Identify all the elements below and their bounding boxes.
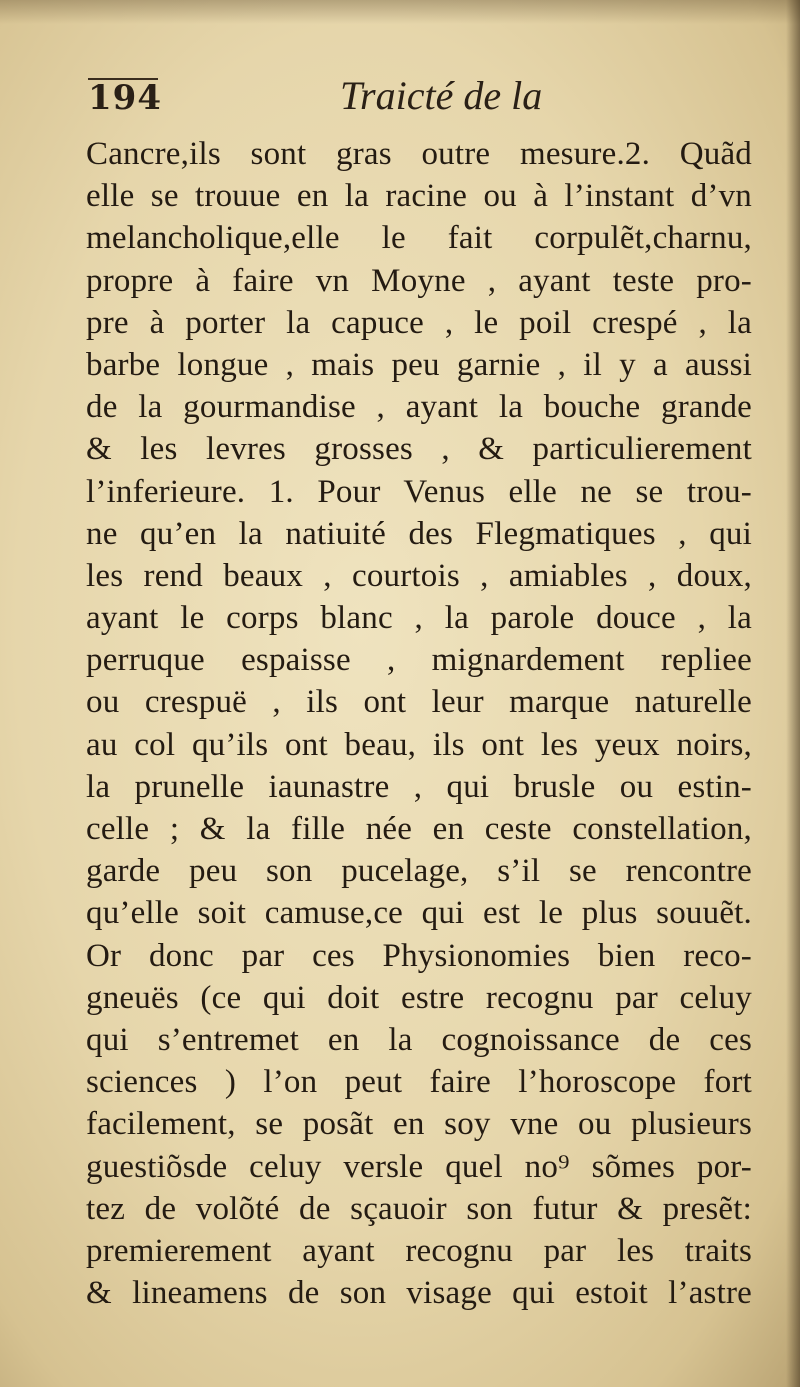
text-line: qu’elle soit camuse,ce qui est le plus souuẽt. [86,895,752,932]
text-line: & les levres grosses , & particulierement [86,431,752,468]
text-line: gneuës (ce qui doit estre recognu par celuy [86,979,752,1016]
text-line: Or donc par ces Physionomies bien reco- [86,937,752,974]
running-title: Traicté de la [340,73,543,118]
text-line: tez de volõté de sçauoir son futur & presẽt: [86,1190,752,1227]
text-line: ou crespuë , ils ont leur marque naturelle [86,684,752,721]
text-line: ne qu’en la natiuité des Flegmatiques , qui [86,515,752,552]
text-line: & lineamens de son visage qui estoit l’astre [86,1275,752,1312]
text-line: melancholique,elle le fait corpulẽt,charnu, [86,220,752,257]
text-line: de la gourmandise , ayant la bouche grande [86,389,752,426]
text-line: premierement ayant recognu par les traits [86,1232,752,1269]
text-line: l’inferieure. 1. Pour Venus elle ne se trou- [86,473,752,510]
text-line: sciences ) l’on peut faire l’horoscope fort [86,1064,752,1101]
text-line: les rend beaux , courtois , amiables , doux, [86,557,752,594]
text-line: perruque espaisse , mignardement repliee [86,642,752,679]
text-line: Cancre,ils sont gras outre mesure.2. Quãd [86,136,752,172]
text-line: ayant le corps blanc , la parole douce , la [86,600,752,637]
body-text [86,133,752,1314]
page-number: 194 [88,78,162,118]
text-line: propre à faire vn Moyne , ayant teste pro- [86,262,752,299]
text-line: elle se trouue en la racine ou à l’instant d’vn [86,178,752,215]
text-line: celle ; & la fille née en ceste constellation, [86,811,752,847]
text-line: facilement, se posãt en soy vne ou plusieurs [86,1106,752,1143]
page-top-shadow [0,0,800,24]
page-header [88,72,748,132]
text-line: guestiõsde celuy versle quel no⁹ sõmes por- [86,1148,752,1185]
text-line: au col qu’ils ont beau, ils ont les yeux noirs, [86,726,752,763]
text-line: barbe longue , mais peu garnie , il y a aussi [86,346,752,383]
text-line: qui s’entremet en la cognoissance de ces [86,1021,752,1058]
text-line: la prunelle iaunastre , qui brusle ou estin- [86,768,752,805]
text-line: garde peu son pucelage, s’il se rencontre [86,853,752,890]
page-edge-shadow [786,0,800,1387]
text-line: pre à porter la capuce , le poil crespé , la [86,304,752,341]
